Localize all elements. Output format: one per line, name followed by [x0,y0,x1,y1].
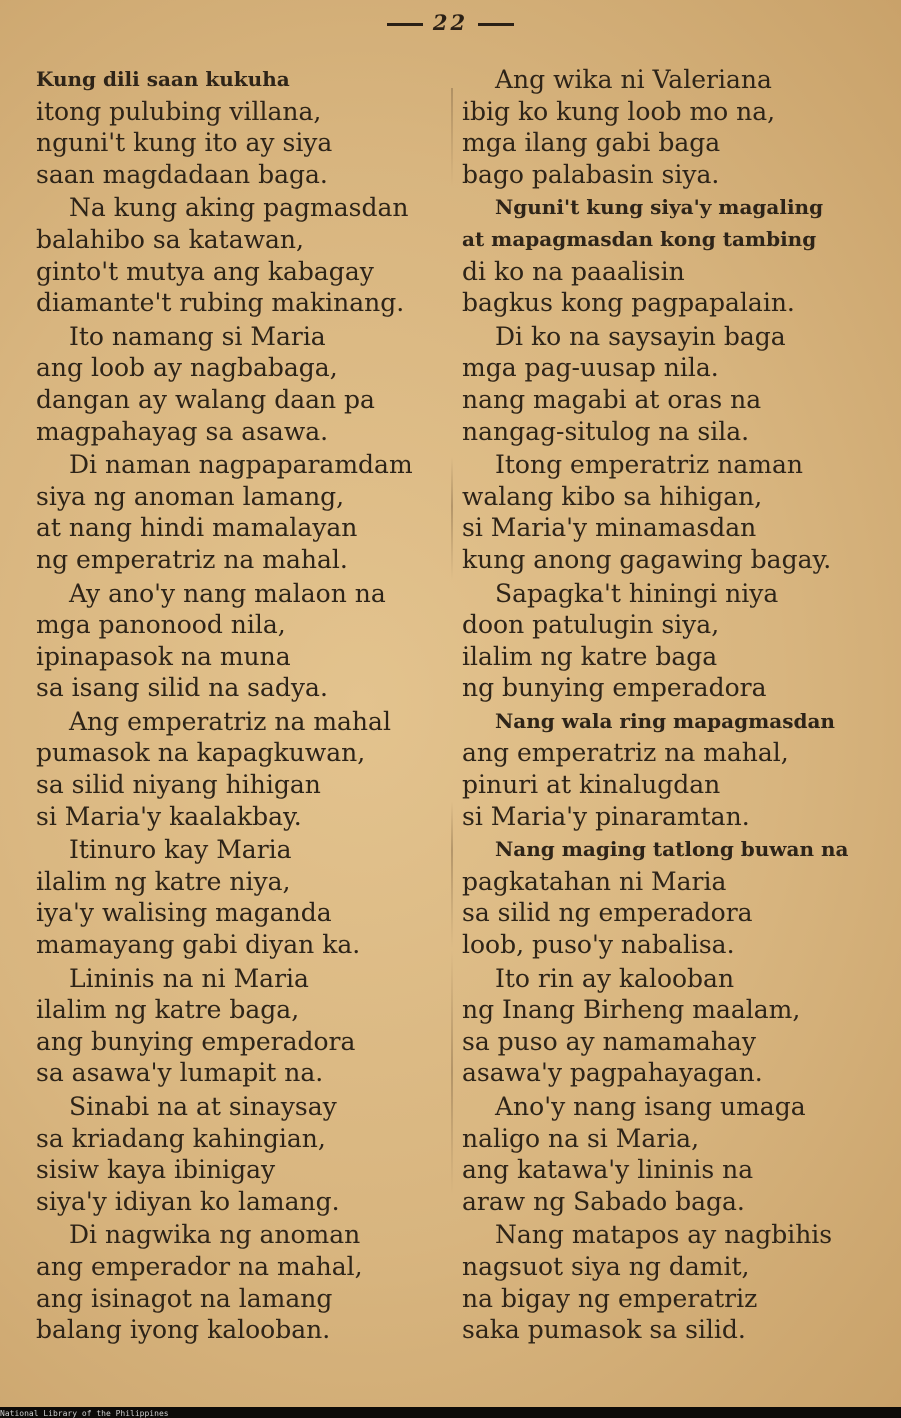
verse-line: naligo na si Maria, [462,1123,700,1153]
verse-line: Ito namang si Maria [69,321,326,351]
verse-line: Sinabi na at sinaysay [69,1092,337,1121]
verse-line: Di nagwika ng anoman [69,1220,361,1250]
library-credit: National Library of the Philippines [0,1409,169,1418]
stanza [462,578,882,704]
verse-line: ibig ko kung loob mo na, [462,96,776,126]
verse-line: Itong emperatriz naman [495,450,804,480]
verse-line: saka pumasok sa silid. [462,1315,746,1345]
verse-line: siya ng anoman lamang, [36,481,345,511]
verse-line: magpahayag sa asawa. [36,416,329,446]
verse-line: Nang matapos ay nagbihis [495,1220,833,1250]
verse-line: itong pulubing villana, [36,96,322,126]
right-column [462,64,882,1348]
verse-line: ang emperatriz na mahal, [462,738,789,768]
stanza [462,963,882,1089]
stanza [462,706,882,832]
verse-line: balahibo sa katawan, [36,224,304,254]
verse-line: pagkatahan ni Maria [462,866,727,896]
verse-line: loob, puso'y nabalisa. [462,930,735,960]
verse-line: ang bunying emperadora [36,1026,356,1056]
verse-line: at mapagmasdan kong tambing [462,226,817,251]
verse-line: nagsuot siya ng damit, [462,1251,750,1281]
stanza [36,449,436,575]
verse-line: dangan ay walang daan pa [36,384,375,414]
verse-line: balang iyong kalooban. [36,1315,331,1345]
verse-line: iya'y walising maganda [36,898,332,928]
verse-line: Di naman nagpaparamdam [69,450,413,480]
verse-line: ilalim ng katre baga, [36,995,300,1025]
stanza [462,1091,882,1217]
verse-line: sa isang silid na sadya. [36,673,328,703]
verse-line: kung anong gagawing bagay. [462,544,832,574]
verse-line: si Maria'y pinaramtan. [462,801,750,831]
stanza [462,192,882,318]
verse-line: mga ilang gabi baga [462,128,721,158]
verse-line: Nang maging tatlong buwan na [495,837,849,862]
stanza [462,1219,882,1345]
verse-line: bago palabasin siya. [462,159,720,189]
verse-line: ginto't mutya ang kabagay [36,256,374,286]
verse-line: Kung dili saan kukuha [36,67,290,91]
verse-line: ng bunying emperadora [462,673,767,703]
verse-line: sisiw kaya ibinigay [36,1155,276,1185]
verse-line: ilalim ng katre baga [462,641,718,671]
verse-line: nguni't kung ito ay siya [36,128,333,158]
verse-line: Na kung aking pagmasdan [69,193,409,223]
verse-line: walang kibo sa hihigan, [462,481,763,511]
verse-line: diamante't rubing makinang. [36,288,405,318]
verse-line: ng Inang Birheng maalam, [462,995,801,1025]
header-dash-right [478,23,514,26]
verse-line: Ay ano'y nang malaon na [69,578,386,608]
verse-line: Di ko na saysayin baga [495,321,786,351]
column-gutter [451,88,453,1318]
stanza [36,706,436,832]
verse-line: nangag-situlog na sila. [462,416,750,446]
stanza [36,64,436,190]
stanza [36,834,436,960]
verse-line: ang loob ay nagbabaga, [36,353,338,383]
stanza [36,192,436,318]
verse-line: araw ng Sabado baga. [462,1186,745,1216]
stanza [462,449,882,575]
stanza [36,963,436,1089]
verse-line: Ang emperatriz na mahal [69,706,391,736]
verse-line: bagkus kong pagpapalain. [462,288,795,318]
verse-line: mga pag-uusap nila. [462,353,719,383]
verse-line: sa silid niyang hihigan [36,770,321,800]
verse-line: at nang hindi mamalayan [36,513,358,543]
verse-line: asawa'y pagpahayagan. [462,1058,763,1088]
verse-line: mamayang gabi diyan ka. [36,930,361,960]
verse-line: di ko na paaalisin [462,256,685,286]
page-number-header [0,10,901,35]
verse-line: siya'y idiyan ko lamang. [36,1186,340,1216]
stanza [36,1091,436,1217]
verse-line: si Maria'y minamasdan [462,513,757,543]
verse-line: sa puso ay namamahay [462,1026,756,1056]
stanza [36,578,436,704]
verse-line: Lininis na ni Maria [69,963,309,993]
verse-line: ang katawa'y lininis na [462,1155,754,1185]
stanza [462,834,882,960]
stanza [462,64,882,190]
stanza [462,321,882,447]
verse-line: Ano'y nang isang umaga [495,1092,806,1121]
verse-line: ng emperatriz na mahal. [36,544,348,574]
verse-line: Nguni't kung siya'y magaling [495,195,824,220]
verse-line: ang emperador na mahal, [36,1251,363,1281]
verse-line: pinuri at kinalugdan [462,770,721,800]
verse-line: pumasok na kapagkuwan, [36,738,366,768]
verse-line: Ito rin ay kalooban [495,963,735,993]
verse-line: ilalim ng katre niya, [36,866,291,896]
stanza [36,1219,436,1345]
verse-line: Sapagka't hiningi niya [495,578,779,608]
verse-line: saan magdadaan baga. [36,159,328,189]
verse-line: Ang wika ni Valeriana [495,65,772,94]
verse-line: na bigay ng emperatriz [462,1283,758,1313]
verse-line: doon patulugin siya, [462,610,720,640]
verse-line: sa asawa'y lumapit na. [36,1058,324,1088]
verse-line: Nang wala ring mapagmasdan [495,708,835,733]
verse-line: mga panonood nila, [36,610,286,640]
verse-line: ang isinagot na lamang [36,1283,333,1313]
verse-line: Itinuro kay Maria [69,835,292,865]
verse-line: nang magabi at oras na [462,384,762,414]
verse-line: ipinapasok na muna [36,641,291,671]
verse-line: sa kriadang kahingian, [36,1123,326,1153]
verse-line: si Maria'y kaalakbay. [36,801,302,831]
verse-line: sa silid ng emperadora [462,898,753,928]
stanza [36,321,436,447]
page-number: 22 [432,10,469,35]
header-dash-left [387,23,423,26]
left-column [36,64,436,1348]
